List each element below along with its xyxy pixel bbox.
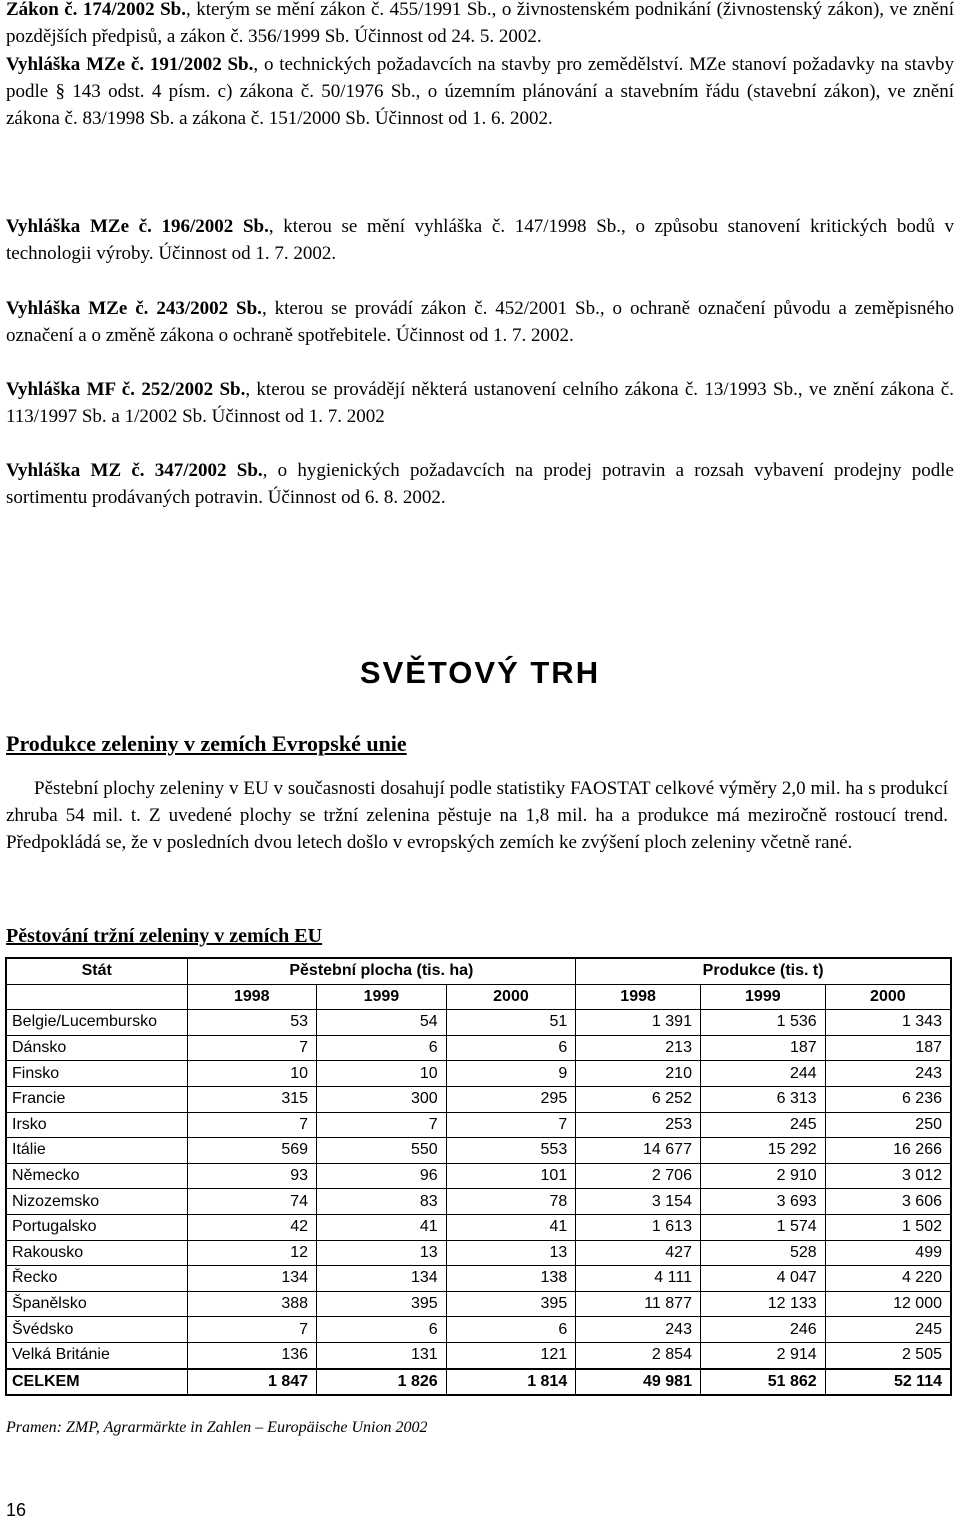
production-value-cell: 1 536	[700, 1010, 825, 1036]
header-year: 1999	[700, 984, 825, 1010]
production-value-cell: 2 505	[825, 1342, 951, 1368]
production-value-cell: 2 854	[576, 1342, 701, 1368]
header-year: 1998	[576, 984, 701, 1010]
table-row	[6, 1342, 951, 1368]
country-cell: Řecko	[6, 1266, 187, 1292]
header-year: 1999	[317, 984, 447, 1010]
area-value-cell: 136	[187, 1342, 317, 1368]
area-value-cell: 9	[446, 1061, 576, 1087]
area-value-cell: 1 847	[187, 1369, 317, 1396]
law-entry	[6, 295, 954, 349]
table-row	[6, 1266, 951, 1292]
production-value-cell: 1 613	[576, 1214, 701, 1240]
production-value-cell: 15 292	[700, 1138, 825, 1164]
production-value-cell: 6 252	[576, 1086, 701, 1112]
area-value-cell: 7	[187, 1112, 317, 1138]
area-value-cell: 569	[187, 1138, 317, 1164]
table-row	[6, 1061, 951, 1087]
production-value-cell: 16 266	[825, 1138, 951, 1164]
production-value-cell: 4 047	[700, 1266, 825, 1292]
production-value-cell: 243	[576, 1317, 701, 1343]
production-value-cell: 6 236	[825, 1086, 951, 1112]
production-value-cell: 2 914	[700, 1342, 825, 1368]
area-value-cell: 300	[317, 1086, 447, 1112]
area-value-cell: 134	[317, 1266, 447, 1292]
production-value-cell: 250	[825, 1112, 951, 1138]
table-row	[6, 1189, 951, 1215]
area-value-cell: 93	[187, 1163, 317, 1189]
area-value-cell: 295	[446, 1086, 576, 1112]
country-cell: Dánsko	[6, 1035, 187, 1061]
law-description: , kterou se mění vyhláška č. 147/1998 Sb., o způsobu stanovení kritických bodů v technologii výroby. Účinnost od 1. 7. 2002.	[6, 216, 954, 264]
area-value-cell: 41	[446, 1214, 576, 1240]
area-value-cell: 7	[187, 1035, 317, 1061]
area-value-cell: 53	[187, 1010, 317, 1036]
source-note: Pramen: ZMP, Agrarmärkte in Zahlen – Europäische Union 2002	[6, 1419, 428, 1436]
country-cell: Portugalsko	[6, 1214, 187, 1240]
production-value-cell: 213	[576, 1035, 701, 1061]
country-cell: CELKEM	[6, 1369, 187, 1396]
table-body	[6, 1010, 951, 1395]
table-row	[6, 1086, 951, 1112]
production-value-cell: 253	[576, 1112, 701, 1138]
table-row	[6, 1240, 951, 1266]
law-citation: Vyhláška MZe č. 243/2002 Sb.	[6, 298, 262, 319]
area-value-cell: 138	[446, 1266, 576, 1292]
production-value-cell: 49 981	[576, 1369, 701, 1396]
area-value-cell: 1 826	[317, 1369, 447, 1396]
intro-paragraph	[6, 775, 948, 856]
table-row	[6, 1010, 951, 1036]
area-value-cell: 13	[446, 1240, 576, 1266]
country-cell: Nizozemsko	[6, 1189, 187, 1215]
law-entry	[6, 213, 954, 267]
law-entry	[6, 376, 954, 430]
table-total-row	[6, 1369, 951, 1396]
area-value-cell: 1 814	[446, 1369, 576, 1396]
country-cell: Finsko	[6, 1061, 187, 1087]
table-title: Pěstování tržní zeleniny v zemích EU	[6, 925, 323, 947]
header-area: Pěstební plocha (tis. ha)	[187, 958, 576, 984]
header-year: 2000	[446, 984, 576, 1010]
law-entry	[6, 0, 954, 50]
law-description: , kterým se mění zákon č. 455/1991 Sb., o živnostenském podnikání (živnostenský zákon), ve znění pozdějších předpisů, a zákon č. 356/1999 Sb. Účinnost od 24. 5. 2002.	[6, 0, 954, 47]
production-value-cell: 1 574	[700, 1214, 825, 1240]
production-value-cell: 427	[576, 1240, 701, 1266]
area-value-cell: 41	[317, 1214, 447, 1240]
production-value-cell: 3 693	[700, 1189, 825, 1215]
production-value-cell: 187	[825, 1035, 951, 1061]
production-value-cell: 528	[700, 1240, 825, 1266]
area-value-cell: 121	[446, 1342, 576, 1368]
table-years-row	[6, 984, 951, 1010]
production-value-cell: 3 606	[825, 1189, 951, 1215]
area-value-cell: 131	[317, 1342, 447, 1368]
production-value-cell: 499	[825, 1240, 951, 1266]
production-value-cell: 1 343	[825, 1010, 951, 1036]
law-citation: Vyhláška MZe č. 191/2002 Sb.	[6, 54, 254, 75]
area-value-cell: 315	[187, 1086, 317, 1112]
area-value-cell: 395	[446, 1291, 576, 1317]
production-value-cell: 187	[700, 1035, 825, 1061]
law-citation: Vyhláška MZ č. 347/2002 Sb.	[6, 460, 263, 481]
area-value-cell: 395	[317, 1291, 447, 1317]
area-value-cell: 78	[446, 1189, 576, 1215]
production-value-cell: 4 111	[576, 1266, 701, 1292]
production-value-cell: 2 706	[576, 1163, 701, 1189]
area-value-cell: 134	[187, 1266, 317, 1292]
area-value-cell: 83	[317, 1189, 447, 1215]
production-value-cell: 245	[700, 1112, 825, 1138]
production-value-cell: 6 313	[700, 1086, 825, 1112]
table-row	[6, 1138, 951, 1164]
area-value-cell: 101	[446, 1163, 576, 1189]
country-cell: Německo	[6, 1163, 187, 1189]
table-row	[6, 1163, 951, 1189]
table-row	[6, 1112, 951, 1138]
area-value-cell: 7	[317, 1112, 447, 1138]
law-description: , o technických požadavcích na stavby pro zemědělství. MZe stanoví požadavky na stavby podle § 143 odst. 4 písm. c) zákona č. 50/1976 Sb., o územním plánování a stavebním řádu (stavební zákon), ve znění zákona č. 83/1998 Sb. a zákona č. 151/2000 Sb. Účinnost od 1. 6. 2002.	[6, 54, 955, 129]
production-value-cell: 1 391	[576, 1010, 701, 1036]
area-value-cell: 13	[317, 1240, 447, 1266]
table-row	[6, 1291, 951, 1317]
header-year: 2000	[825, 984, 951, 1010]
area-value-cell: 388	[187, 1291, 317, 1317]
country-cell: Španělsko	[6, 1291, 187, 1317]
law-description: , kterou se provádí zákon č. 452/2001 Sb., o ochraně označení původu a zeměpisného označení a o změně zákona o ochraně spotřebitele. Účinnost od 1. 7. 2002.	[6, 298, 954, 346]
production-value-cell: 1 502	[825, 1214, 951, 1240]
table-row	[6, 1214, 951, 1240]
area-value-cell: 12	[187, 1240, 317, 1266]
country-cell: Itálie	[6, 1138, 187, 1164]
header-country: Stát	[6, 958, 187, 984]
area-value-cell: 96	[317, 1163, 447, 1189]
production-value-cell: 246	[700, 1317, 825, 1343]
law-citation: Vyhláška MZe č. 196/2002 Sb.	[6, 216, 269, 237]
law-description: , o hygienických požadavcích na prodej potravin a rozsah vybavení prodejny podle sortimentu prodávaných potravin. Účinnost od 6. 8. 2002.	[6, 460, 954, 508]
area-value-cell: 7	[446, 1112, 576, 1138]
production-value-cell: 244	[700, 1061, 825, 1087]
area-value-cell: 6	[317, 1317, 447, 1343]
production-value-cell: 245	[825, 1317, 951, 1343]
world-market-heading: SVĚTOVÝ TRH	[359, 655, 601, 690]
intro-text: Pěstební plochy zeleniny v EU v současnosti dosahují podle statistiky FAOSTAT celkové výměry 2,0 mil. ha s produkcí zhruba 54 mil. t. Z uvedené plochy se tržní zelenina pěstuje na 1,8 mil. ha a produkce má meziročně rostoucí trend. Předpokládá se, že v posledních dvou letech došlo v evropských zemích ke zvýšení ploch zeleniny včetně rané.	[6, 778, 948, 853]
area-value-cell: 10	[187, 1061, 317, 1087]
table-row	[6, 1035, 951, 1061]
country-cell: Rakousko	[6, 1240, 187, 1266]
country-cell: Velká Británie	[6, 1342, 187, 1368]
production-value-cell: 12 133	[700, 1291, 825, 1317]
country-cell: Irsko	[6, 1112, 187, 1138]
production-value-cell: 4 220	[825, 1266, 951, 1292]
production-value-cell: 2 910	[700, 1163, 825, 1189]
law-description: , kterou se provádějí některá ustanovení celního zákona č. 13/1993 Sb., ve znění zákona č. 113/1997 Sb. a 1/2002 Sb. Účinnost od 1. 7. 2002	[6, 379, 954, 427]
page-number: 16	[6, 1500, 27, 1520]
production-value-cell: 243	[825, 1061, 951, 1087]
header-empty	[6, 984, 187, 1010]
law-citation: Vyhláška MF č. 252/2002 Sb.	[6, 379, 246, 400]
country-cell: Belgie/Lucembursko	[6, 1010, 187, 1036]
area-value-cell: 10	[317, 1061, 447, 1087]
law-entry	[6, 457, 954, 511]
production-value-cell: 14 677	[576, 1138, 701, 1164]
law-citation: Zákon č. 174/2002 Sb.	[6, 0, 186, 20]
law-entry	[6, 51, 954, 132]
vegetable-production-table	[5, 957, 952, 1396]
header-production: Produkce (tis. t)	[576, 958, 951, 984]
area-value-cell: 42	[187, 1214, 317, 1240]
country-cell: Francie	[6, 1086, 187, 1112]
area-value-cell: 6	[446, 1317, 576, 1343]
area-value-cell: 6	[446, 1035, 576, 1061]
area-value-cell: 54	[317, 1010, 447, 1036]
section-title: Produkce zeleniny v zemích Evropské unie	[6, 731, 407, 756]
area-value-cell: 550	[317, 1138, 447, 1164]
production-value-cell: 11 877	[576, 1291, 701, 1317]
country-cell: Švédsko	[6, 1317, 187, 1343]
production-value-cell: 52 114	[825, 1369, 951, 1396]
production-value-cell: 12 000	[825, 1291, 951, 1317]
production-value-cell: 3 012	[825, 1163, 951, 1189]
production-value-cell: 210	[576, 1061, 701, 1087]
header-year: 1998	[187, 984, 317, 1010]
table-header-row	[6, 958, 951, 984]
area-value-cell: 7	[187, 1317, 317, 1343]
table-row	[6, 1317, 951, 1343]
area-value-cell: 553	[446, 1138, 576, 1164]
production-value-cell: 51 862	[700, 1369, 825, 1396]
production-value-cell: 3 154	[576, 1189, 701, 1215]
area-value-cell: 6	[317, 1035, 447, 1061]
area-value-cell: 51	[446, 1010, 576, 1036]
area-value-cell: 74	[187, 1189, 317, 1215]
